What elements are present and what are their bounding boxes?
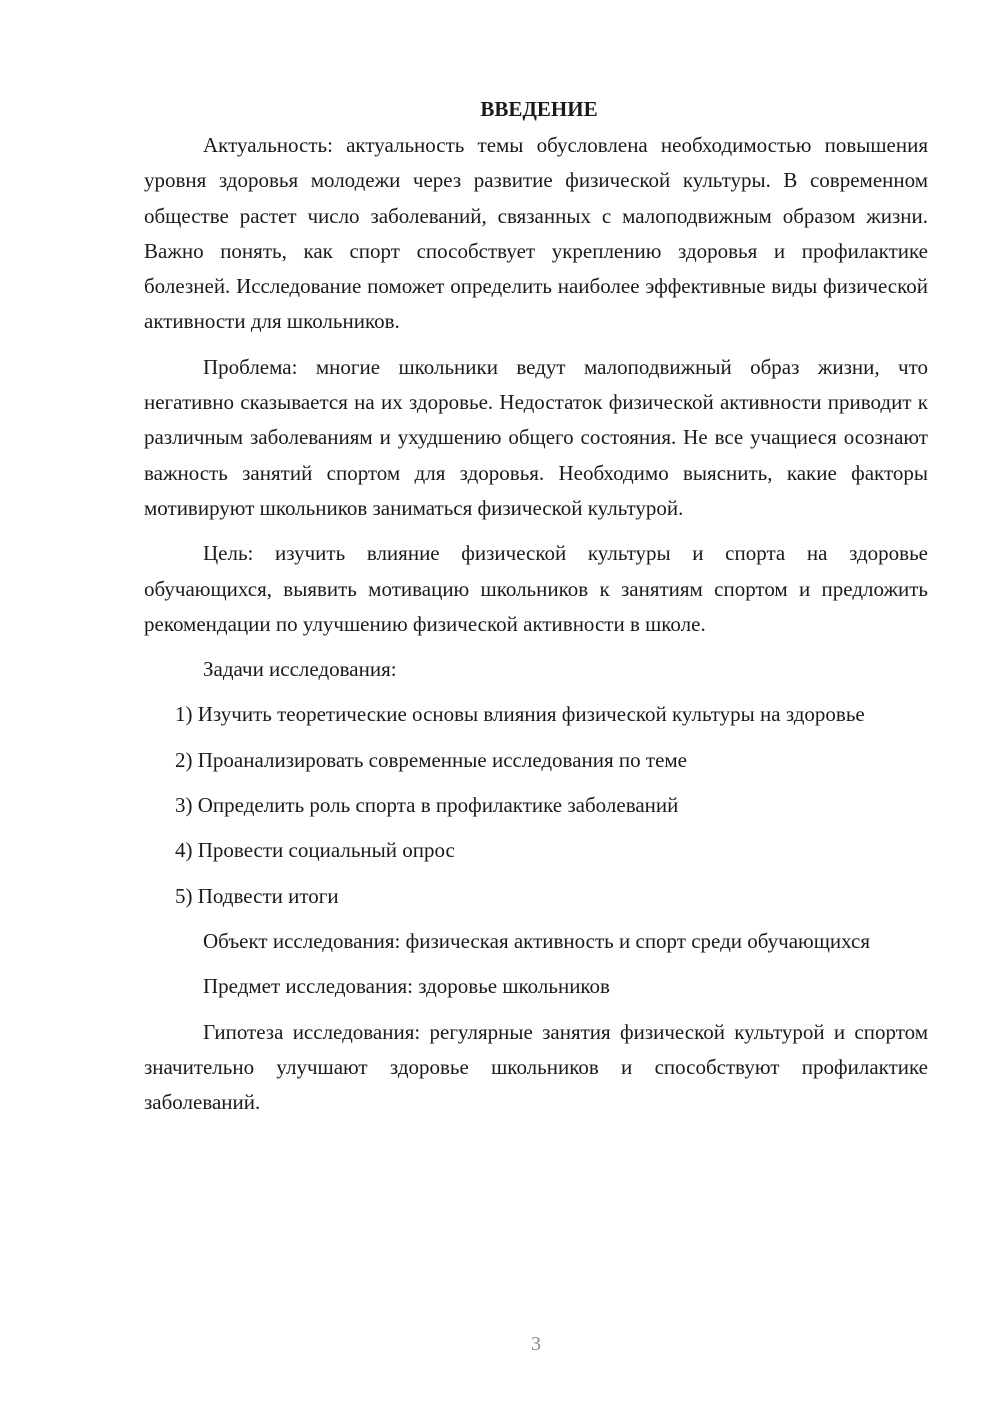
page-title: ВВЕДЕНИЕ — [480, 97, 598, 121]
document-page — [144, 92, 928, 1130]
subject-paragraph: Предмет исследования: здоровье школьников — [203, 974, 610, 999]
list-item: 5) Подвести итоги — [175, 883, 339, 908]
object-paragraph: Объект исследования: физическая активность и спорт среди обучающихся — [203, 928, 870, 953]
hypothesis-paragraph: Гипотеза исследования: регулярные занятия физической культурой и спортом значительно улучшают здоровье школьников и способствуют профилактике заболеваний. — [144, 1019, 928, 1115]
page-number: 3 — [531, 1333, 541, 1355]
goal-paragraph: Цель: изучить влияние физической культуры и спорта на здоровье обучающихся, выявить мотивацию школьников к занятиям спортом и предложить рекомендации по улучшению физической активности в школе. — [144, 541, 928, 636]
list-item: 2) Проанализировать современные исследования по теме — [175, 747, 687, 772]
list-item: 3) Определить роль спорта в профилактике заболеваний — [175, 793, 679, 818]
list-item: 4) Провести социальный опрос — [175, 838, 455, 863]
relevance-paragraph: Актуальность: актуальность темы обусловлена необходимостью повышения уровня здоровья молодежи через развитие физической культуры. В современном обществе растет число заболеваний, связанных с малоподвижным образом жизни. Важно понять, как спорт способствует укреплению здоровья и профилактике болезней. Исследование поможет определить наиболее эффективные виды физической активности для школьников. — [144, 133, 928, 334]
tasks-list — [144, 697, 928, 913]
tasks-heading: Задачи исследования: — [203, 657, 397, 682]
problem-paragraph: Проблема: многие школьники ведут малоподвижный образ жизни, что негативно сказывается на их здоровье. Недостаток физической активности приводит к различным заболеваниям и ухудшению общего состояния. Не все учащиеся осознают важность занятий спортом для здоровья. Необходимо выяснить, какие факторы мотивируют школьников заниматься физической культурой. — [144, 354, 928, 520]
list-item: 1) Изучить теоретические основы влияния физической культуры на здоровье — [175, 702, 865, 727]
